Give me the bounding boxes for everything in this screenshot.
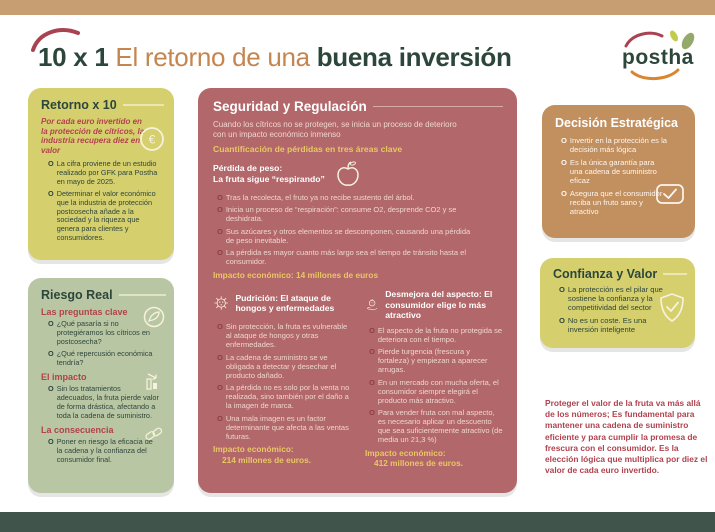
bullet-text: La pérdida es mayor cuanto más largo sea el tiempo de tránsito hasta el consumidor. (225, 248, 466, 267)
title-rule (119, 294, 166, 296)
bullet-text: La cifra proviene de un estudio realizado por GFK para Postha en mayo de 2025. (56, 159, 158, 186)
bullet-marker: O (561, 136, 567, 145)
list-item (217, 414, 351, 441)
page-title-prefix: 10 x 1 (38, 42, 109, 72)
bullet-text: Una mala imagen es un factor determinante que afecta a las ventas futuras. (225, 413, 349, 441)
pudricion-impact (213, 444, 351, 465)
retorno-intro: Por cada euro invertido en la protección de cítricos, la industria recupera diez en valor (41, 117, 145, 155)
riesgo-title: Riesgo Real (41, 288, 113, 302)
bullet-marker: O (217, 383, 223, 393)
bullet-marker: O (217, 205, 223, 215)
hand-fruit-icon (365, 290, 379, 320)
bullet-text: Sus azúcares y otros elementos se descomponen, causando una pérdida de peso inevitable. (225, 226, 471, 245)
pudricion-bullet-list (213, 322, 351, 441)
bullet-text: El aspecto de la fruta no protegida se deteriora con el tiempo. (377, 325, 503, 344)
bullet-text: Invertir en la protección es la decisión más lógica (569, 136, 668, 155)
list-item (369, 408, 503, 444)
bullet-marker: O (217, 413, 223, 423)
svg-text:€: € (148, 132, 156, 147)
seguridad-intro: Cuando los cítricos no se protegen, se inicia un proceso de deterioro con un impacto económico inmenso (213, 120, 457, 140)
postha-logo (616, 28, 708, 84)
bullet-text: Sin los tratamientos adecuados, la fruta pierde valor de forma drástica, afectando a toda la cadena de suministro. (56, 384, 159, 420)
bullet-marker: O (48, 189, 54, 199)
pudricion-heading-row (213, 289, 351, 317)
decision-title: Decisión Estratégica (555, 116, 678, 130)
bullet-marker: O (217, 248, 223, 258)
riesgo-section-impacto (41, 372, 166, 420)
bullet-marker: O (559, 315, 565, 325)
seguridad-highlight: Cuantificación de pérdidas en tres áreas clave (213, 143, 403, 154)
bullet-marker: O (217, 192, 223, 202)
list-item (561, 189, 667, 216)
list-item (217, 383, 351, 410)
list-item (369, 378, 503, 405)
bullet-text: Tras la recolecta, el fruto ya no recibe sustento del árbol. (225, 192, 415, 202)
bullet-marker: O (217, 322, 223, 332)
confianza-title: Confianza y Valor (553, 267, 658, 281)
riesgo-section-consecuencia (41, 425, 166, 464)
pudricion-column (213, 289, 351, 468)
chain-link-icon (142, 423, 166, 447)
bullet-text: Para vender fruta con mal aspecto, es necesario aplicar un descuento que sea suficientemente atractivo (de media un 21,3 %) (377, 408, 503, 445)
bullet-marker: O (559, 285, 565, 294)
desmejora-heading-row (365, 289, 503, 320)
preguntas-heading: Las preguntas clave (41, 307, 128, 317)
bullet-marker: O (369, 347, 375, 357)
leaf-icon (142, 305, 166, 329)
bullet-text: En un mercado con mucha oferta, el consumidor siempre elegirá el producto más atractivo. (377, 377, 499, 405)
peso-heading-line1: Pérdida de peso: (213, 163, 283, 174)
bullet-text: ¿Qué pasaría si no protegiéramos los cítricos en postcosecha? (56, 319, 150, 346)
peso-bullet-list (213, 193, 478, 267)
list-item (217, 248, 478, 266)
title-rule (123, 104, 164, 106)
bullet-text: Determinar el valor económico que la industria de protección postcosecha añade a la sociedad y la riqueza que genera para clientes y consumidores. (56, 189, 156, 242)
impact-value: 412 millones de euros. (374, 457, 463, 468)
desmejora-column (365, 289, 503, 468)
list-item (369, 347, 503, 374)
panel-seguridad-regulacion (198, 88, 517, 493)
riesgo-section-preguntas (41, 307, 166, 367)
bullet-text: No es un coste. Es una inversión inteligente (567, 315, 647, 334)
bullet-marker: O (561, 188, 567, 198)
checkbox-check-icon (655, 181, 685, 207)
page-title-bold: buena inversión (316, 42, 512, 72)
bullet-marker: O (217, 226, 223, 236)
list-item (48, 350, 159, 368)
seguridad-title: Seguridad y Regulación (213, 99, 367, 114)
closing-paragraph: Proteger el valor de la fruta va más allá de los números; Es fundamental para mantener una cadena de suministro eficiente y para cumplir la promesa de frescura con el consumidor. Es la elección lógica que multiplica por diez el valor de cada euro invertido. (545, 398, 708, 476)
list-item (217, 322, 351, 349)
peso-heading-line2: La fruta sigue “respirando” (213, 173, 325, 184)
bullet-text: Poner en riesgo la eficacia de la cadena y la confianza del consumidor final. (56, 437, 153, 464)
list-item (561, 136, 667, 154)
desmejora-heading: Desmejora del aspecto: El consumidor elige lo más atractivo (385, 289, 493, 321)
bullet-marker: O (48, 319, 54, 328)
panel-retorno-x10 (28, 88, 174, 260)
bullet-text: La pérdida no es solo por la venta no realizada, sino también por el daño a la imagen de marca. (225, 383, 350, 411)
bullet-marker: O (369, 325, 375, 335)
list-item (217, 205, 478, 223)
decision-bullet-list (555, 136, 667, 216)
impact-label: Impacto económico: (213, 444, 294, 455)
desmejora-bullet-list (365, 326, 503, 445)
bullet-text: Pierde turgencia (frescura y fortaleza) y empiezan a aparecer arrugas. (377, 347, 488, 375)
bullet-text: La cadena de suministro se ve obligada a detectar y desechar el producto dañado. (225, 352, 337, 380)
list-item (217, 193, 478, 202)
list-item (217, 353, 351, 380)
peso-impact: Impacto económico: 14 millones de euros (213, 269, 379, 280)
desmejora-impact (365, 448, 503, 469)
top-bar-decoration (0, 0, 715, 15)
panel-decision-estrategica (542, 105, 695, 238)
bullet-marker: O (48, 384, 54, 394)
bullet-text: Asegura que el consumidor reciba un fruto sano y atractivo (569, 188, 663, 216)
bullet-text: Sin protección, la fruta es vulnerable al ataque de hongos y otras enfermedades. (225, 322, 348, 350)
shield-check-icon (658, 292, 686, 324)
list-item (559, 316, 671, 334)
panel-riesgo-real (28, 278, 174, 493)
list-item (217, 227, 478, 245)
peso-heading (213, 163, 325, 184)
postha-logo-text: postha (622, 46, 694, 69)
consecuencia-heading: La consecuencia (41, 425, 114, 436)
bullet-marker: O (369, 408, 375, 418)
confianza-bullet-list (553, 285, 671, 334)
list-item (48, 190, 164, 243)
page-title (38, 42, 512, 73)
chart-decline-icon (142, 370, 166, 392)
impact-label: Impacto económico: (365, 447, 446, 458)
list-item (48, 160, 164, 186)
peso-heading-row (213, 160, 503, 188)
panel-confianza-valor (540, 258, 695, 348)
list-item (559, 285, 671, 312)
list-item (369, 326, 503, 344)
bullet-marker: O (48, 437, 54, 447)
bullet-text: La protección es el pilar que sostiene la confianza y la competitividad del sector (567, 285, 663, 313)
bullet-marker: O (48, 348, 54, 358)
bullet-text: Inicia un proceso de “respiración”: consume O2, desprende CO2 y se deshidrata. (225, 205, 457, 224)
retorno-bullet-list (41, 160, 164, 242)
title-rule (373, 106, 503, 108)
title-rule (663, 273, 687, 275)
bullet-marker: O (217, 352, 223, 362)
retorno-title: Retorno x 10 (41, 98, 117, 112)
bullet-marker: O (561, 157, 567, 167)
bottom-bar-decoration (0, 512, 715, 532)
apple-icon (335, 160, 361, 188)
pudricion-heading: Pudrición: El ataque de hongos y enfermedades (235, 292, 335, 314)
impacto-heading: El impacto (41, 372, 87, 383)
bullet-text: Es la única garantía para una cadena de suministro eficaz (569, 157, 657, 185)
impact-value: 214 millones de euros. (222, 454, 311, 465)
bullet-marker: O (369, 377, 375, 387)
list-item (561, 158, 667, 185)
page-title-mid: El retorno de una (108, 42, 317, 72)
bullet-text: ¿Qué repercusión económica tendría? (56, 348, 153, 367)
mold-microbe-icon (213, 289, 229, 317)
euro-circle-icon (139, 126, 165, 152)
bullet-marker: O (48, 159, 54, 169)
